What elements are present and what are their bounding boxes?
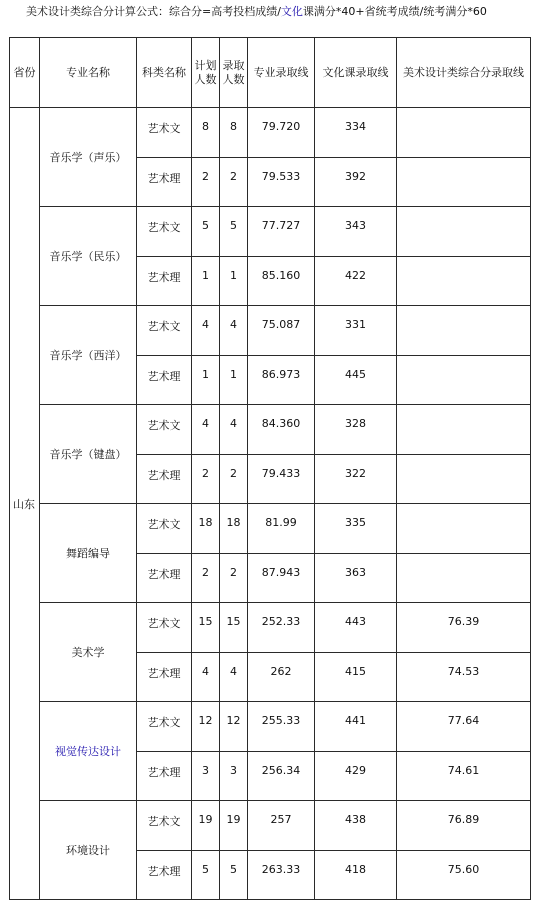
major-cell: 美术学: [40, 603, 137, 702]
composite-line-cell: [397, 256, 531, 306]
admit-count-cell: 2: [220, 157, 248, 207]
prof-line-cell: 255.33: [248, 702, 315, 752]
composite-line-cell: [397, 207, 531, 257]
major-cell: 音乐学（民乐）: [40, 207, 137, 306]
plan-count-cell: 19: [192, 801, 220, 851]
prof-line-cell: 257: [248, 801, 315, 851]
culture-line-cell: 335: [315, 504, 397, 554]
header-plan: [192, 38, 220, 108]
category-cell: 艺术文: [137, 702, 192, 752]
header-admit-line2: 人数: [222, 72, 245, 86]
admit-count-cell: 12: [220, 702, 248, 752]
prof-line-cell: 79.433: [248, 454, 315, 504]
prof-line-cell: 87.943: [248, 553, 315, 603]
composite-line-cell: [397, 405, 531, 455]
category-cell: 艺术理: [137, 454, 192, 504]
table-row: [10, 702, 531, 752]
major-cell[interactable]: 视觉传达设计: [40, 702, 137, 801]
plan-count-cell: 1: [192, 355, 220, 405]
culture-line-cell: 343: [315, 207, 397, 257]
culture-line-cell: 429: [315, 751, 397, 801]
category-cell: 艺术理: [137, 751, 192, 801]
header-admit: [220, 38, 248, 108]
admit-count-cell: 18: [220, 504, 248, 554]
composite-line-cell: 77.64: [397, 702, 531, 752]
prof-line-cell: 256.34: [248, 751, 315, 801]
composite-line-cell: [397, 157, 531, 207]
category-cell: 艺术文: [137, 306, 192, 356]
province-cell: 山东: [10, 108, 40, 900]
category-cell: 艺术理: [137, 850, 192, 900]
admit-count-cell: 4: [220, 652, 248, 702]
culture-line-cell: 334: [315, 108, 397, 158]
plan-count-cell: 1: [192, 256, 220, 306]
prof-line-cell: 84.360: [248, 405, 315, 455]
table-row: [10, 207, 531, 257]
prof-line-cell: 75.087: [248, 306, 315, 356]
prof-line-cell: 79.533: [248, 157, 315, 207]
culture-line-cell: 418: [315, 850, 397, 900]
prof-line-cell: 81.99: [248, 504, 315, 554]
table-row: [10, 603, 531, 653]
plan-count-cell: 15: [192, 603, 220, 653]
admit-count-cell: 4: [220, 405, 248, 455]
plan-count-cell: 2: [192, 157, 220, 207]
table-body: [10, 108, 531, 900]
header-major: 专业名称: [40, 38, 137, 108]
culture-line-cell: 363: [315, 553, 397, 603]
composite-line-cell: [397, 306, 531, 356]
formula-text-before: 美术设计类综合分计算公式：综合分=高考投档成绩/: [26, 5, 281, 18]
culture-line-cell: 438: [315, 801, 397, 851]
major-cell: 音乐学（西洋）: [40, 306, 137, 405]
plan-count-cell: 4: [192, 652, 220, 702]
admit-count-cell: 2: [220, 553, 248, 603]
culture-line-cell: 445: [315, 355, 397, 405]
culture-line-cell: 443: [315, 603, 397, 653]
culture-link[interactable]: 文化: [280, 5, 303, 18]
header-row: [10, 38, 531, 108]
admit-count-cell: 15: [220, 603, 248, 653]
composite-line-cell: [397, 454, 531, 504]
header-admit-line1: 录取: [222, 58, 245, 72]
plan-count-cell: 4: [192, 405, 220, 455]
category-cell: 艺术文: [137, 405, 192, 455]
header-culture-line: 文化课录取线: [315, 38, 397, 108]
major-cell: 舞蹈编导: [40, 504, 137, 603]
prof-line-cell: 86.973: [248, 355, 315, 405]
category-cell: 艺术文: [137, 207, 192, 257]
formula-note: [26, 4, 487, 20]
admit-count-cell: 19: [220, 801, 248, 851]
category-cell: 艺术文: [137, 504, 192, 554]
category-cell: 艺术理: [137, 355, 192, 405]
plan-count-cell: 4: [192, 306, 220, 356]
prof-line-cell: 263.33: [248, 850, 315, 900]
table-row: [10, 801, 531, 851]
admit-count-cell: 1: [220, 355, 248, 405]
plan-count-cell: 12: [192, 702, 220, 752]
composite-line-cell: [397, 108, 531, 158]
table-row: [10, 108, 531, 158]
composite-line-cell: [397, 355, 531, 405]
category-cell: 艺术理: [137, 157, 192, 207]
header-province: 省份: [10, 38, 40, 108]
composite-line-cell: 75.60: [397, 850, 531, 900]
culture-line-cell: 415: [315, 652, 397, 702]
plan-count-cell: 2: [192, 553, 220, 603]
composite-line-cell: [397, 504, 531, 554]
category-cell: 艺术文: [137, 108, 192, 158]
culture-line-cell: 441: [315, 702, 397, 752]
table-row: [10, 405, 531, 455]
culture-line-cell: 328: [315, 405, 397, 455]
header-plan-line2: 人数: [194, 72, 217, 86]
header-composite-line: 美术设计类综合分录取线: [397, 38, 531, 108]
prof-line-cell: 77.727: [248, 207, 315, 257]
major-cell: 音乐学（声乐）: [40, 108, 137, 207]
admit-count-cell: 8: [220, 108, 248, 158]
category-cell: 艺术理: [137, 652, 192, 702]
admission-table: [9, 37, 531, 900]
plan-count-cell: 2: [192, 454, 220, 504]
major-cell: 环境设计: [40, 801, 137, 900]
admit-count-cell: 5: [220, 850, 248, 900]
culture-line-cell: 322: [315, 454, 397, 504]
category-cell: 艺术理: [137, 553, 192, 603]
header-plan-line1: 计划: [194, 58, 217, 72]
composite-line-cell: [397, 553, 531, 603]
culture-line-cell: 392: [315, 157, 397, 207]
category-cell: 艺术理: [137, 256, 192, 306]
admit-count-cell: 5: [220, 207, 248, 257]
prof-line-cell: 85.160: [248, 256, 315, 306]
culture-line-cell: 331: [315, 306, 397, 356]
composite-line-cell: 74.61: [397, 751, 531, 801]
plan-count-cell: 5: [192, 207, 220, 257]
table-row: [10, 504, 531, 554]
culture-line-cell: 422: [315, 256, 397, 306]
admit-count-cell: 3: [220, 751, 248, 801]
prof-line-cell: 252.33: [248, 603, 315, 653]
plan-count-cell: 8: [192, 108, 220, 158]
prof-line-cell: 79.720: [248, 108, 315, 158]
prof-line-cell: 262: [248, 652, 315, 702]
admit-count-cell: 4: [220, 306, 248, 356]
plan-count-cell: 5: [192, 850, 220, 900]
plan-count-cell: 3: [192, 751, 220, 801]
composite-line-cell: 76.89: [397, 801, 531, 851]
table-row: [10, 306, 531, 356]
formula-text-after: 课满分*40+省统考成绩/统考满分*60: [302, 5, 487, 18]
composite-line-cell: 76.39: [397, 603, 531, 653]
header-prof-line: 专业录取线: [248, 38, 315, 108]
composite-line-cell: 74.53: [397, 652, 531, 702]
plan-count-cell: 18: [192, 504, 220, 554]
header-category: 科类名称: [137, 38, 192, 108]
admit-count-cell: 1: [220, 256, 248, 306]
category-cell: 艺术文: [137, 801, 192, 851]
category-cell: 艺术文: [137, 603, 192, 653]
major-cell: 音乐学（键盘）: [40, 405, 137, 504]
admit-count-cell: 2: [220, 454, 248, 504]
